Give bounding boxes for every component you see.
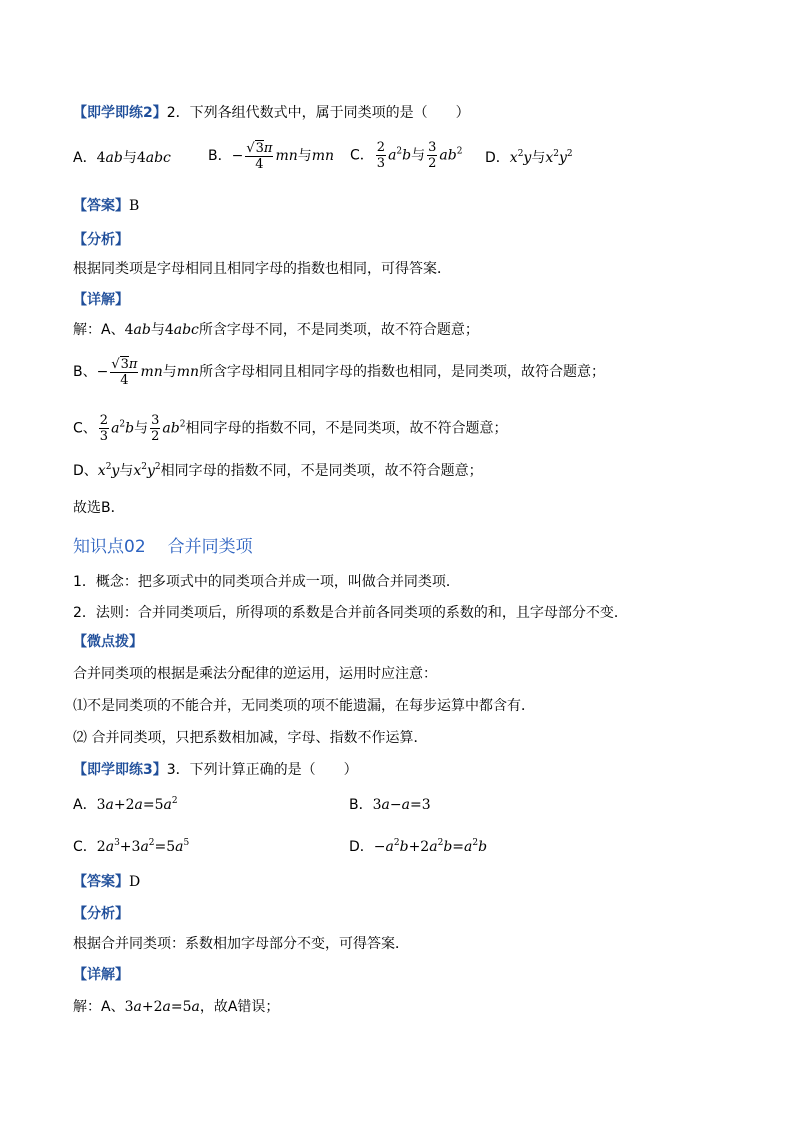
kp-concept: 1．概念：把多项式中的同类项合并成一项，叫做合并同类项． <box>73 574 460 590</box>
q2-conclusion: 故选B． <box>73 500 125 516</box>
q2-option-c: C． $\frac{2}{3}$ $a^2b$与 $\frac{3}{2}$ $ab^2$ <box>350 140 463 171</box>
q2-detail-b-prefix: B、 <box>73 364 97 380</box>
q3-detail-label: 【详解】 <box>73 967 129 983</box>
q3-detail-a: 解：A、3a+2a=5a，故A错误； <box>73 999 280 1015</box>
q2-option-d-label: D． <box>485 150 510 166</box>
knowledge-point-heading <box>73 532 253 557</box>
q3-option-d-label: D． <box>349 839 374 855</box>
q2-detail-c-suffix: 相同字母的指数不同，不是同类项，故不符合题意； <box>185 420 508 437</box>
q2-analysis-label: 【分析】 <box>73 232 129 248</box>
q2-option-b-label: B． <box>208 148 232 164</box>
q3-option-a: A．$3a+2a=5a^2$ <box>73 796 178 813</box>
q2-detail-b-suffix: 所含字母相同且相同字母的指数也相同，是同类项，故符合题意； <box>199 364 606 380</box>
q3-answer <box>73 872 140 892</box>
q2-option-b-joiner: 与 <box>297 148 312 164</box>
q2-line <box>73 103 470 123</box>
knowledge-point-number: 知识点02 <box>73 537 146 557</box>
q2-answer-label: 【答案】 <box>73 198 129 214</box>
q3-analysis-text: 根据合并同类项：系数相加字母部分不变，可得答案． <box>73 936 409 952</box>
knowledge-point-title: 合并同类项 <box>167 537 253 557</box>
kp-tip-2: ⑵ 合并同类项，只把系数相加减，字母、指数不作运算． <box>73 730 428 746</box>
kp-tip-1: ⑴不是同类项的不能合并，无同类项的项不能遗漏，在每步运算中都含有． <box>73 698 535 714</box>
q3-option-d: D．$-a^2b+2a^2b=a^2b$ <box>349 838 488 855</box>
q3-analysis-label: 【分析】 <box>73 906 129 922</box>
q3-tag: 【即学即练3】 <box>73 762 167 778</box>
q3-stem: 3．下列计算正确的是（ ） <box>166 762 358 778</box>
q2-answer <box>73 196 139 216</box>
q3-option-a-label: A． <box>73 797 97 813</box>
q2-detail-c-prefix: C、 <box>73 420 97 437</box>
q2-detail-d-prefix: D、 <box>73 463 98 479</box>
q2-detail-c: C、 $\frac{2}{3}$ $a^2b$与 $\frac{3}{2}$ $ab^2$相同字母的指数不同，不是同类项，故不符合题意； <box>73 413 508 444</box>
q3-option-b: B．3a−a=3 <box>349 797 431 813</box>
q3-detail-a-suffix: ，故A错误； <box>199 999 280 1015</box>
q2-detail-a-suffix: 所含字母不同，不是同类项，故不符合题意； <box>198 322 479 338</box>
q2-option-d: D．$x^2y$与$x^2y^2$ <box>485 149 573 166</box>
q2-option-b-fraction: $\frac{√3\pi}{4}$ <box>246 141 273 172</box>
kp-rule: 2．法则：合并同类项后，所得项的系数是合并前各同类项的系数的和，且字母部分不变． <box>73 605 628 621</box>
q2-analysis-text: 根据同类项是字母相同且相同字母的指数也相同，可得答案． <box>73 261 451 277</box>
q3-answer-label: 【答案】 <box>73 874 129 890</box>
q2-option-a-label: A． <box>73 150 97 166</box>
q3-line <box>73 760 358 780</box>
q2-tag: 【即学即练2】 <box>73 105 167 121</box>
q2-option-c-label: C． <box>350 147 374 164</box>
q2-detail-label: 【详解】 <box>73 292 129 308</box>
q3-answer-value: D <box>129 874 141 890</box>
q2-detail-a: 解：A、4ab与4abc所含字母不同，不是同类项，故不符合题意； <box>73 322 479 338</box>
q2-option-a: A．4ab与4abc <box>73 150 171 166</box>
q2-detail-b: B、− $\frac{√3\pi}{4}$ mn与mn所含字母相同且相同字母的指数也相同，是同类项，故符合题意； <box>73 357 606 388</box>
q3-option-b-label: B． <box>349 797 373 813</box>
q3-option-c: C．$2a^3+3a^2=5a^5$ <box>73 838 190 855</box>
q2-detail-d: D、$x^2y$与$x^2y^2$相同字母的指数不同，不是同类项，故不符合题意； <box>73 462 483 479</box>
q2-option-b: B．− $\frac{√3\pi}{4}$ mn与mn <box>208 141 335 172</box>
q2-detail-d-suffix: 相同字母的指数不同，不是同类项，故不符合题意； <box>160 463 483 479</box>
q3-detail-a-prefix: 解：A、 <box>73 999 125 1015</box>
q2-stem: 2．下列各组代数式中，属于同类项的是（ ） <box>166 105 470 121</box>
kp-tip-intro: 合并同类项的根据是乘法分配律的逆运用，运用时应注意： <box>73 666 437 682</box>
q2-detail-a-prefix: 解：A、 <box>73 322 125 338</box>
q3-option-c-label: C． <box>73 839 97 855</box>
q2-answer-value: B <box>129 198 140 214</box>
kp-tip-label: 【微点拨】 <box>73 634 143 650</box>
